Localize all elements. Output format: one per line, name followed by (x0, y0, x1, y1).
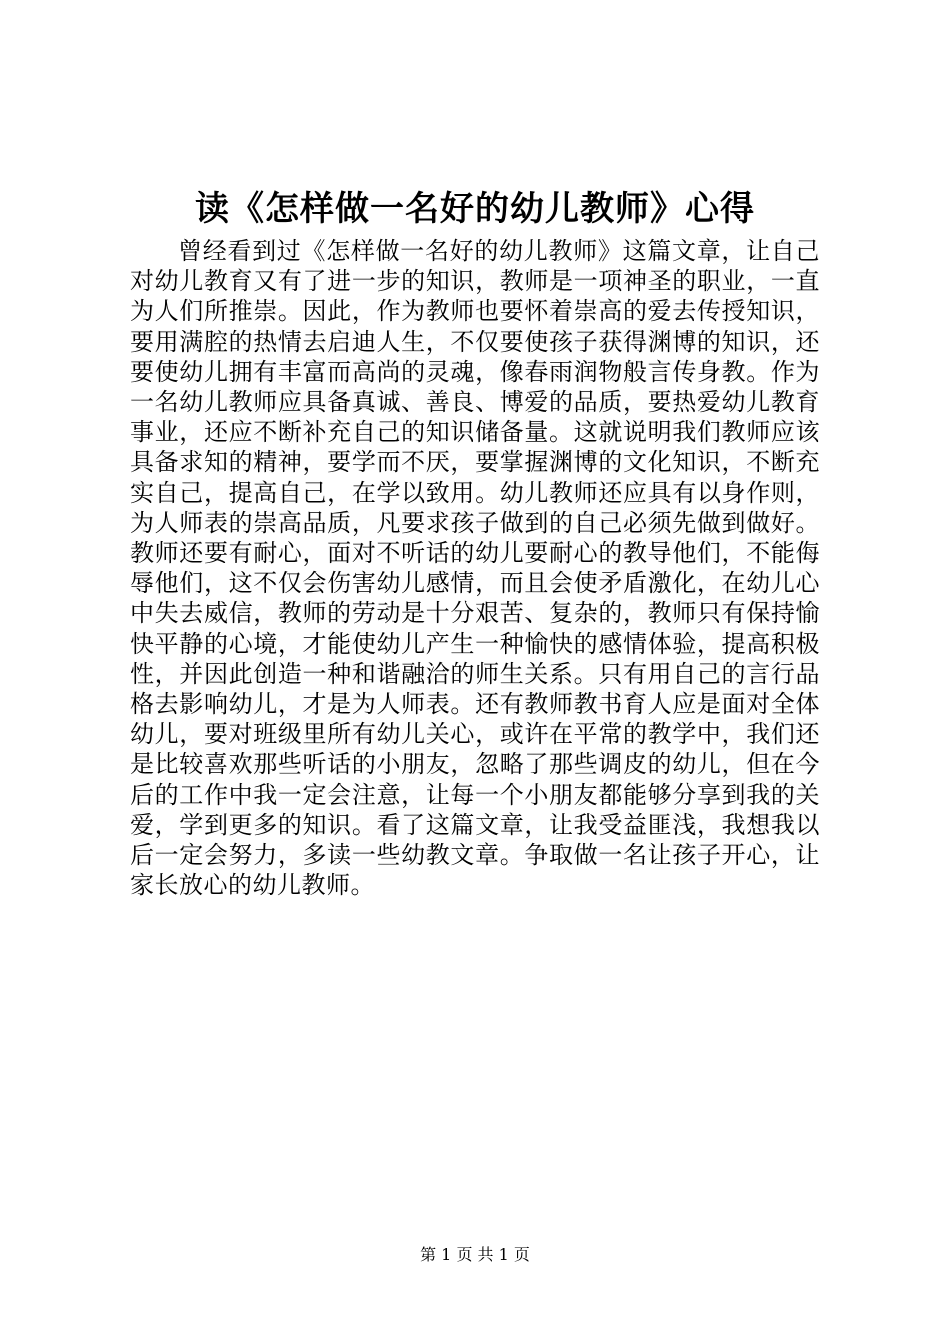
body-paragraph: 曾经看到过《怎样做一名好的幼儿教师》这篇文章，让自己对幼儿教育又有了进一步的知识，教师是一项神圣的职业，一直为人们所推崇。因此，作为教师也要怀着崇高的爱去传授知识，要用满腔的热情去启迪人生，不仅要使孩子获得渊博的知识，还要使幼儿拥有丰富而高尚的灵魂，像春雨润物般言传身教。作为一名幼儿教师应具备真诚、善良、博爱的品质，要热爱幼儿教育事业，还应不断补充自己的知识储备量。这就说明我们教师应该具备求知的精神，要学而不厌，要掌握渊博的文化知识，不断充实自己，提高自己，在学以致用。幼儿教师还应具有以身作则，为人师表的崇高品质，凡要求孩子做到的自己必须先做到做好。教师还要有耐心，面对不听话的幼儿要耐心的教导他们，不能侮辱他们，这不仅会伤害幼儿感情，而且会使矛盾激化，在幼儿心中失去威信，教师的劳动是十分艰苦、复杂的，教师只有保持愉快平静的心境，才能使幼儿产生一种愉快的感情体验，提高积极性，并因此创造一种和谐融洽的师生关系。只有用自己的言行品格去影响幼儿，才是为人师表。还有教师教书育人应是面对全体幼儿，要对班级里所有幼儿关心，或许在平常的教学中，我们还是比较喜欢那些听话的小朋友，忽略了那些调皮的幼儿，但在今后的工作中我一定会注意，让每一个小朋友都能够分享到我的关爱，学到更多的知识。看了这篇文章，让我受益匪浅，我想我以后一定会努力，多读一些幼教文章。争取做一名让孩子开心，让家长放心的幼儿教师。 (130, 237, 820, 900)
page-footer: 第 1 页 共 1 页 (420, 1245, 530, 1264)
page-title: 读《怎样做一名好的幼儿教师》心得 (195, 189, 755, 229)
